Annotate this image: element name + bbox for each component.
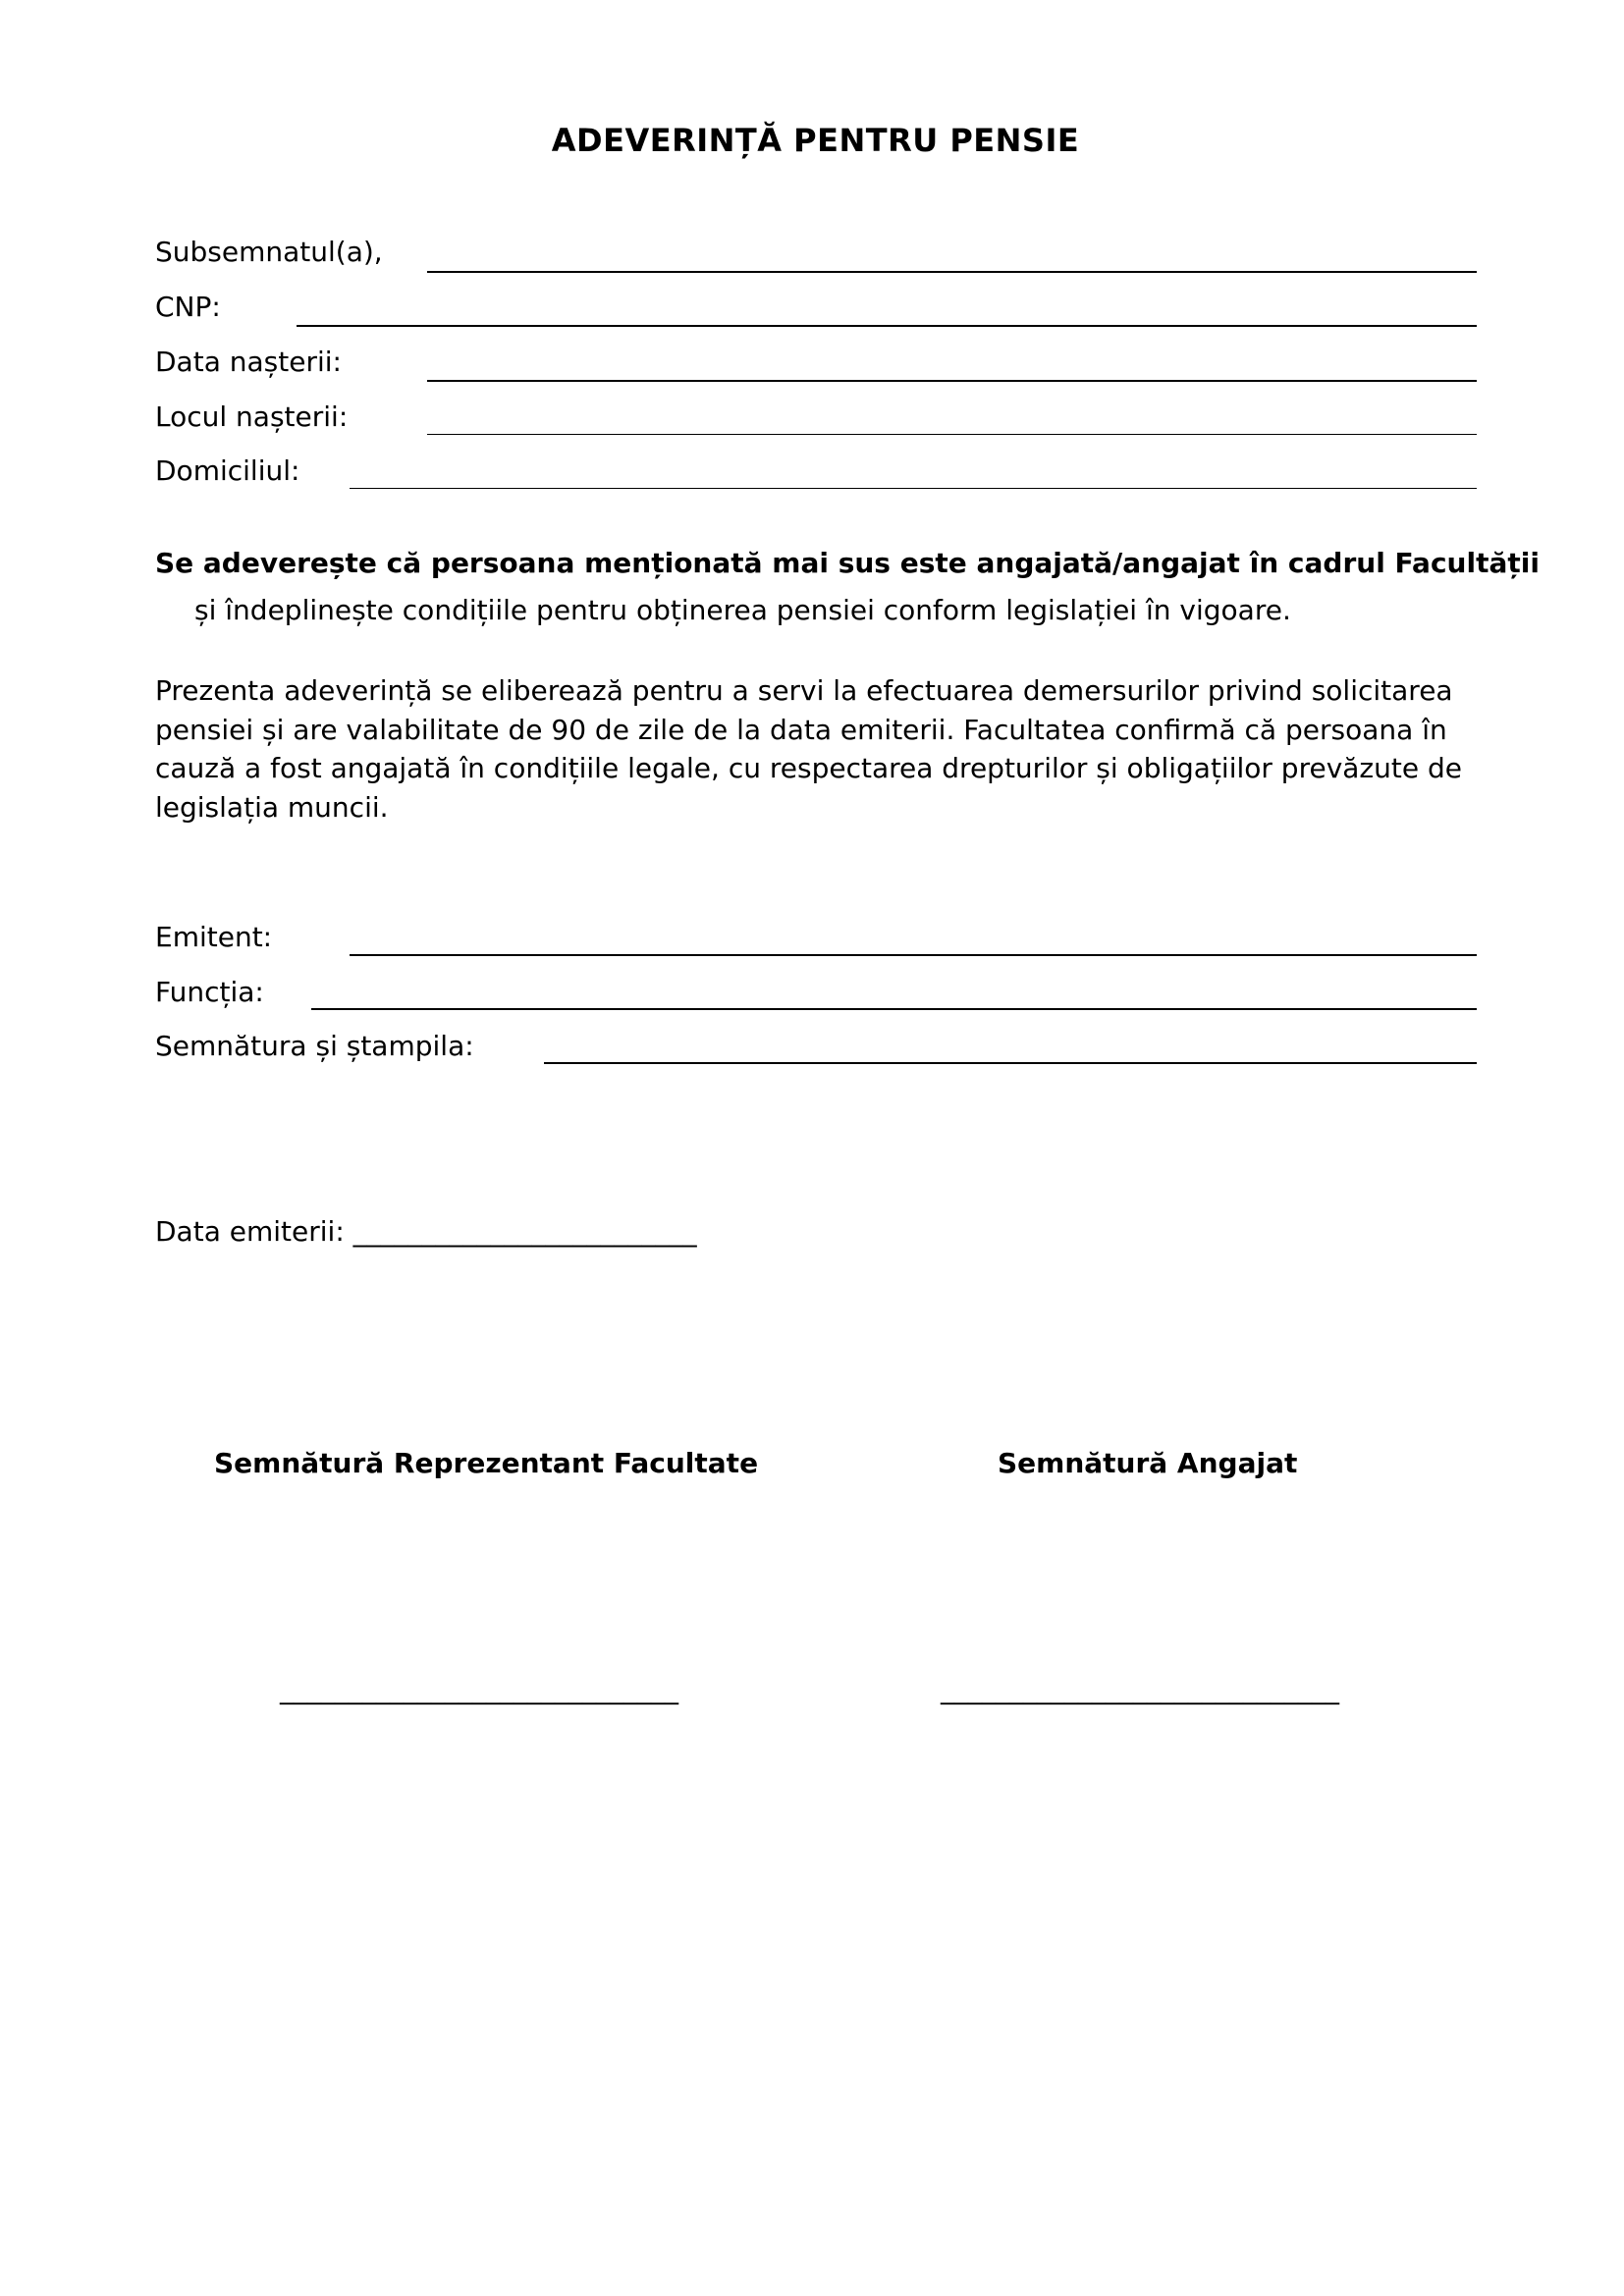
field-label-emitent: Emitent: <box>155 921 273 953</box>
field-line-locul-nasterii[interactable] <box>427 434 1477 435</box>
paragraph-line: pensiei și are valabilitate de 90 de zile de la data emiterii. Facultatea confirmă că persoana în <box>155 713 1447 746</box>
field-label-locul-nasterii: Locul nașterii: <box>155 400 349 433</box>
field-line-cnp[interactable] <box>297 325 1477 327</box>
field-line-emitent[interactable] <box>350 954 1477 956</box>
statement-bold: Se adeverește că persoana menționată mai sus este angajată/angajat în cadrul Facultății <box>155 547 1540 579</box>
signature-line-representative[interactable]: _____________________________ <box>280 1673 678 1705</box>
field-label-cnp: CNP: <box>155 291 221 323</box>
field-line-semnatura-stampila[interactable] <box>544 1062 1477 1064</box>
issue-date-field[interactable]: Data emiterii: _________________________ <box>155 1215 697 1248</box>
field-label-semnatura-stampila: Semnătura și ștampila: <box>155 1030 474 1062</box>
signature-heading-employee: Semnătură Angajat <box>998 1447 1298 1479</box>
document-title: ADEVERINȚĂ PENTRU PENSIE <box>551 122 1080 159</box>
paragraph-line: Prezenta adeverință se eliberează pentru a servi la efectuarea demersurilor privind solicitarea <box>155 674 1453 707</box>
field-line-data-nasterii[interactable] <box>427 380 1477 382</box>
signature-heading-representative: Semnătură Reprezentant Facultate <box>214 1447 759 1479</box>
body-paragraph <box>155 671 1462 827</box>
paragraph-line: legislația muncii. <box>155 790 389 824</box>
field-line-domiciliul[interactable] <box>350 488 1477 489</box>
field-label-functia: Funcția: <box>155 976 264 1008</box>
signature-line-employee[interactable]: _____________________________ <box>941 1673 1339 1705</box>
statement-continuation: și îndeplinește condițiile pentru obținerea pensiei conform legislației în vigoare. <box>194 594 1291 626</box>
field-line-subsemnatul[interactable] <box>427 271 1477 273</box>
field-line-functia[interactable] <box>311 1008 1477 1010</box>
paragraph-line: cauză a fost angajată în condițiile legale, cu respectarea drepturilor și obligațiilor prevăzute de <box>155 752 1462 784</box>
field-label-domiciliul: Domiciliul: <box>155 454 300 487</box>
field-label-subsemnatul: Subsemnatul(a), <box>155 236 383 268</box>
field-label-data-nasterii: Data nașterii: <box>155 346 342 378</box>
